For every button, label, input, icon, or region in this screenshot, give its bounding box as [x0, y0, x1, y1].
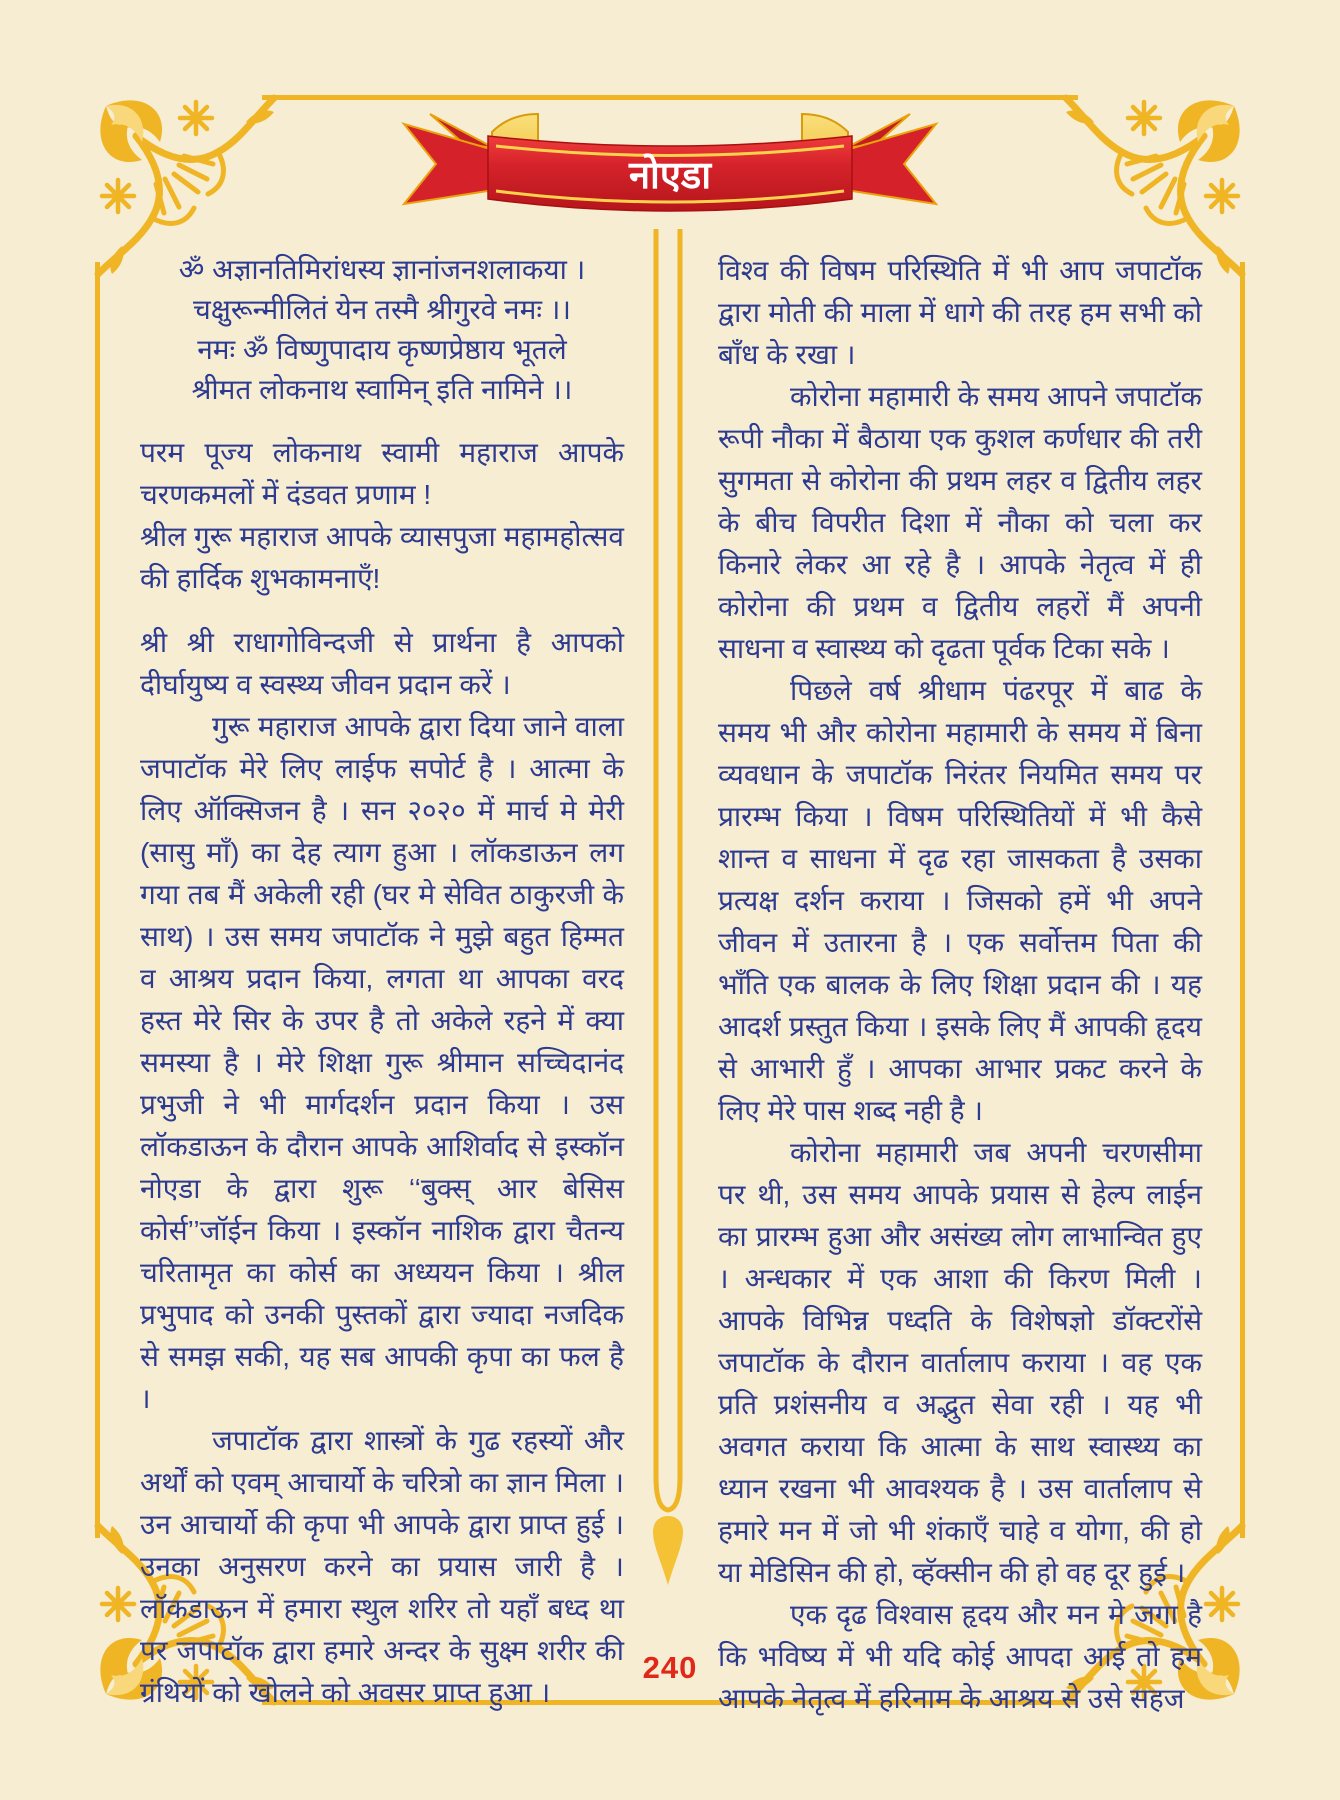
- paragraph: श्री श्री राधागोविन्दजी से प्रार्थना है आपको दीर्घायुष्य व स्वस्थ्य जीवन प्रदान करें ।: [140, 627, 624, 700]
- frame-left-line: [95, 262, 100, 1538]
- left-text-column: [140, 250, 624, 1714]
- frame-top-line: [262, 95, 1078, 100]
- floral-corner-ornament-icon: [78, 78, 278, 278]
- shloka-line: नमः ॐ विष्णुपादाय कृष्णप्रेष्ठाय भूतले: [197, 334, 567, 365]
- paragraph: विश्व की विषम परिस्थिति में भी आप जपाटॉक द्वारा मोती की माला में धागे की तरह हम सभी को बाँध के रखा ।: [718, 255, 1202, 370]
- floral-corner-ornament-icon: [1062, 78, 1262, 278]
- frame-right-line: [1240, 262, 1245, 1538]
- column-divider-icon: [649, 229, 687, 1589]
- paragraph: गुरू महाराज आपके द्वारा दिया जाने वाला जपाटॉक मेरे लिए लाईफ सपोर्ट है । आत्मा के लिए ऑक्सिजन है । सन २०२० में मार्च मे मेरी (सासु माँ) का देह त्याग हुआ । लॉकडाऊन लग गया तब मैं अकेली रही (घर मे सेवित ठाकुरजी के साथ) । उस समय जपाटॉक ने मुझे बहुत हिम्मत व आश्रय प्रदान किया, लगता था आपका वरद हस्त मेरे सिर के उपर है तो अकेले रहने में क्या समस्या है । मेरे शिक्षा गुरू श्रीमान सच्चिदानंद प्रभुजी ने भी मार्गदर्शन प्रदान किया । उस लॉकडाऊन के दौरान आपके आशिर्वाद से इस्कॉन नोएडा के द्वारा शुरू ‘‘बुक्स् आर बेसिस कोर्स’’जॉईन किया । इस्कॉन नाशिक द्वारा चैतन्य चरितामृत का कोर्स का अध्ययन किया । श्रील प्रभुपाद को उनकी पुस्तकों द्वारा ज्यादा नजदिक से समझ सकी, यह सब आपकी कृपा का फल है ।: [140, 711, 624, 1414]
- paragraph: कोरोना महामारी के समय आपने जपाटॉक रूपी नौका में बैठाया एक कुशल कर्णधार की तरी सुगमता से कोरोना की प्रथम लहर व द्वितीय लहर के बीच विपरीत दिशा में नौका को चला कर किनारे लेकर आ रहे है । आपके नेतृत्व में ही कोरोना की प्रथम व द्वितीय लहरों मैं अपनी साधना व स्वास्थ्य को दृढता पूर्वक टिका सके ।: [718, 381, 1202, 664]
- banner-title: नोएडा: [628, 155, 712, 197]
- ribbon-icon: [390, 102, 950, 227]
- shloka-line: श्रीमत लोकनाथ स्वामिन् इति नामिने ।।: [191, 374, 573, 405]
- invocation-shloka: [140, 250, 624, 410]
- page-number: 240: [642, 1650, 698, 1685]
- shloka-line: चक्षुरून्मीलितं येन तस्मै श्रीगुरवे नमः ।।: [192, 294, 571, 325]
- paragraph: पिछले वर्ष श्रीधाम पंढरपूर में बाढ के समय भी और कोरोना महामारी के समय में बिना व्यवधान के जपाटॉक निरंतर नियमित समय पर प्रारम्भ किया । विषम परिस्थितियों में भी कैसे शान्त व साधना में दृढ रहा जासकता है उसका प्रत्यक्ष दर्शन कराया । जिसको हमें भी अपने जीवन में उतारना है । एक सर्वोत्तम पिता की भाँति एक बालक के लिए शिक्षा प्रदान की । यह आदर्श प्रस्तुत किया । इसके लिए मैं आपकी हृदय से आभारी हुँ । आपका आभार प्रकट करने के लिए मेरे पास शब्द नही है ।: [718, 675, 1202, 1126]
- right-text-column: [718, 250, 1202, 1720]
- paragraph: जपाटॉक द्वारा शास्त्रों के गुढ रहस्यों और अर्थों को एवम् आचार्यो के चरित्रो का ज्ञान मिला । उन आचार्यो की कृपा भी आपके द्वारा प्राप्त हुई । उनका अनुसरण करने का प्रयास जारी है । लॉकडाऊन में हमारा स्थुल शरिर तो यहाँ बध्द था पर जपाटॉक द्वारा हमारे अन्दर के सुक्ष्म शरीर की ग्रंथियों को खोलने को अवसर प्राप्त हुआ ।: [140, 1425, 624, 1708]
- paragraph: कोरोना महामारी जब अपनी चरणसीमा पर थी, उस समय आपके प्रयास से हेल्प लाईन का प्रारम्भ हुआ और असंख्य लोग लाभान्वित हुए । अन्धकार में एक आशा की किरण मिली । आपके विभिन्न पध्दति के विशेषज्ञो डॉक्टरोंसे जपाटॉक के दौरान वार्तालाप कराया । वह एक प्रति प्रशंसनीय व अद्भुत सेवा रही । यह भी अवगत कराया कि आत्मा के साथ स्वास्थ्य का ध्यान रखना भी आवश्यक है । उस वार्तालाप से हमारे मन में जो भी शंकाएँ चाहे व योगा, की हो या मेडिसिन की हो, व्हॅक्सीन की हो वह दूर हुई ।: [718, 1137, 1202, 1588]
- shloka-line: ॐ अज्ञानतिमिरांधस्य ज्ञानांजनशलाकया ।: [178, 254, 586, 285]
- paragraph: एक दृढ विश्वास हृदय और मन मे जगा है कि भविष्य में भी यदि कोई आपदा आई तो हम आपके नेतृत्व में हरिनाम के आश्रय से उसे सहज: [718, 1599, 1202, 1714]
- chapter-ribbon-banner: [390, 102, 950, 227]
- paragraph: श्रील गुरू महाराज आपके व्यासपुजा महामहोत्सव की हार्दिक शुभकामनाएँ!: [140, 521, 624, 594]
- paragraph: परम पूज्य लोकनाथ स्वामी महाराज आपके चरणकमलों में दंडवत प्रणाम !: [140, 437, 624, 510]
